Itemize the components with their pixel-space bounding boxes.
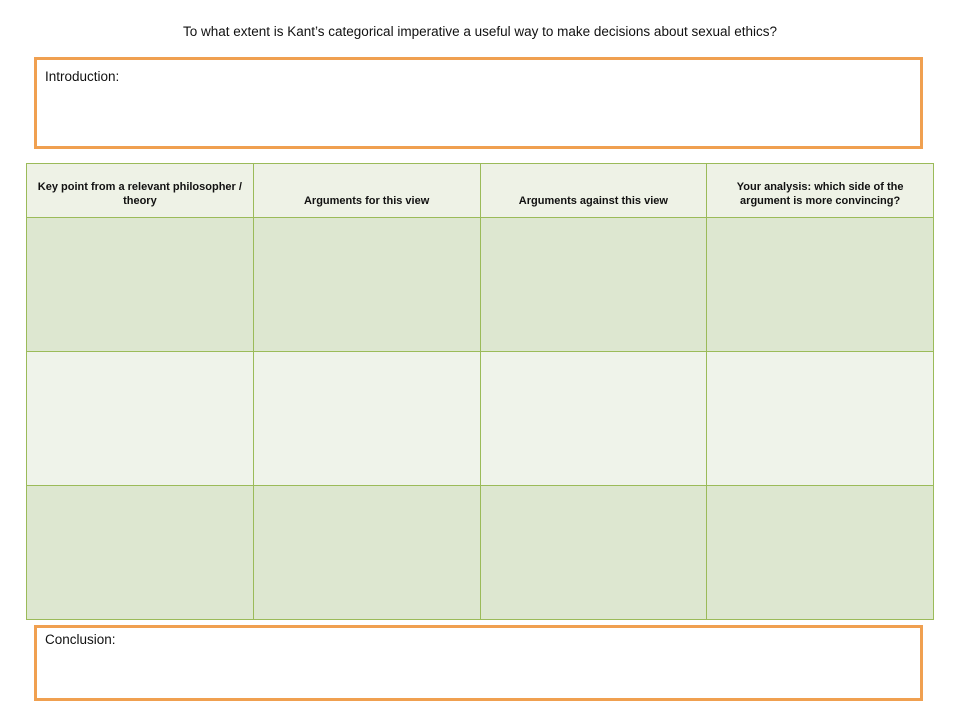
header-key-point: Key point from a relevant philosopher / theory [27, 164, 254, 218]
table-row [27, 486, 934, 620]
table-cell[interactable] [27, 352, 254, 486]
table-cell[interactable] [707, 352, 934, 486]
table-cell[interactable] [27, 486, 254, 620]
table-cell[interactable] [253, 218, 480, 352]
table-cell[interactable] [27, 218, 254, 352]
table-cell[interactable] [480, 352, 707, 486]
table-row [27, 218, 934, 352]
table-cell[interactable] [480, 486, 707, 620]
table-cell[interactable] [253, 486, 480, 620]
table-cell[interactable] [707, 218, 934, 352]
analysis-table [26, 163, 934, 620]
header-arguments-against: Arguments against this view [480, 164, 707, 218]
table-cell[interactable] [253, 352, 480, 486]
table-row [27, 352, 934, 486]
conclusion-box[interactable] [34, 625, 923, 701]
header-arguments-for: Arguments for this view [253, 164, 480, 218]
table-cell[interactable] [707, 486, 934, 620]
introduction-box[interactable] [34, 57, 923, 149]
table-cell[interactable] [480, 218, 707, 352]
introduction-label: Introduction: [45, 69, 120, 84]
header-your-analysis: Your analysis: which side of the argument is more convincing? [707, 164, 934, 218]
table-header-row [27, 164, 934, 218]
page-title: To what extent is Kant’s categorical imperative a useful way to make decisions about sexual ethics? [182, 24, 778, 39]
conclusion-label: Conclusion: [45, 632, 116, 647]
